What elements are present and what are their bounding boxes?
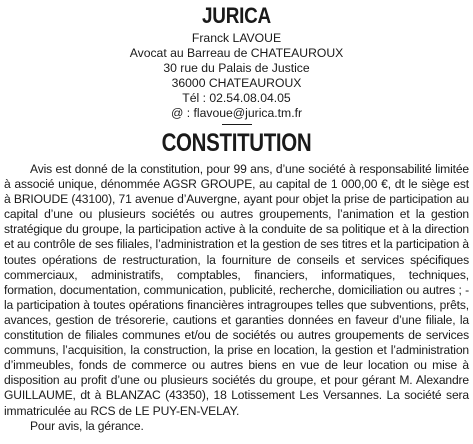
notice-body-paragraph	[4, 162, 469, 419]
notice-body: Avis est donné de la constitution, pour 99 ans, d’une société à responsabilité limitée à associé unique, dénommée AGSR GROUPE, au capital de 1 000,00 €, dt le siège est à BRIOUDE (43100), 71 avenue d’Auvergne, ayant pour objet la prise de participation au capital d’une ou plusieurs sociétés ou autres groupements, l’animation et la gestion stratégique du groupe, la participation active à la conduite de sa politique et à la direction et au contrôle de ses filiales, l’administration et la gestion de ses titres et la participation à toutes opérations de restructuration, la fourniture de conseils et services spécifiques commerciaux, administratifs, comptables, financiers, informatiques, techniques, formation, documentation, communication, publicité, recherche, domiciliation ou autres ; - la participation à toutes opérations financières intragroupes telles que subventions, prêts, avances, gestion de trésorerie, cautions et garanties données en faveur d’une filiale, la constitution de filiales communes et/ou de sociétés ou autres groupements de services communs, l’acquisition, la construction, la prise en location, la gestion et l’administration d’immeubles, fonds de commerce ou autres biens en vue de leur location ou mise à disposition au profit d’une ou plusieurs sociétés du groupe, et pour gérant M. Alexandre GUILLAUME, dt à BLANZAC (43350), 18 Lotissement Les Versannes. La société sera immatriculée au RCS de LE PUY-EN-VELAY.	[4, 162, 469, 418]
contact-block	[4, 31, 469, 121]
notice-signoff: Pour avis, la gérance.	[30, 418, 144, 433]
notice-title: CONSTITUTION	[161, 129, 312, 157]
lawyer-title: Avocat au Barreau de CHATEAUROUX	[129, 46, 344, 60]
phone-number: Tél : 02.54.08.04.05	[182, 91, 291, 105]
address-city: 36000 CHATEAUROUX	[171, 76, 302, 90]
divider	[222, 124, 252, 125]
lawyer-name: Franck LAVOUE	[191, 31, 282, 45]
firm-name: JURICA	[202, 3, 271, 28]
email-address: @ : flavoue@jurica.tm.fr	[170, 106, 303, 120]
address-street: 30 rue du Palais de Justice	[163, 61, 310, 75]
